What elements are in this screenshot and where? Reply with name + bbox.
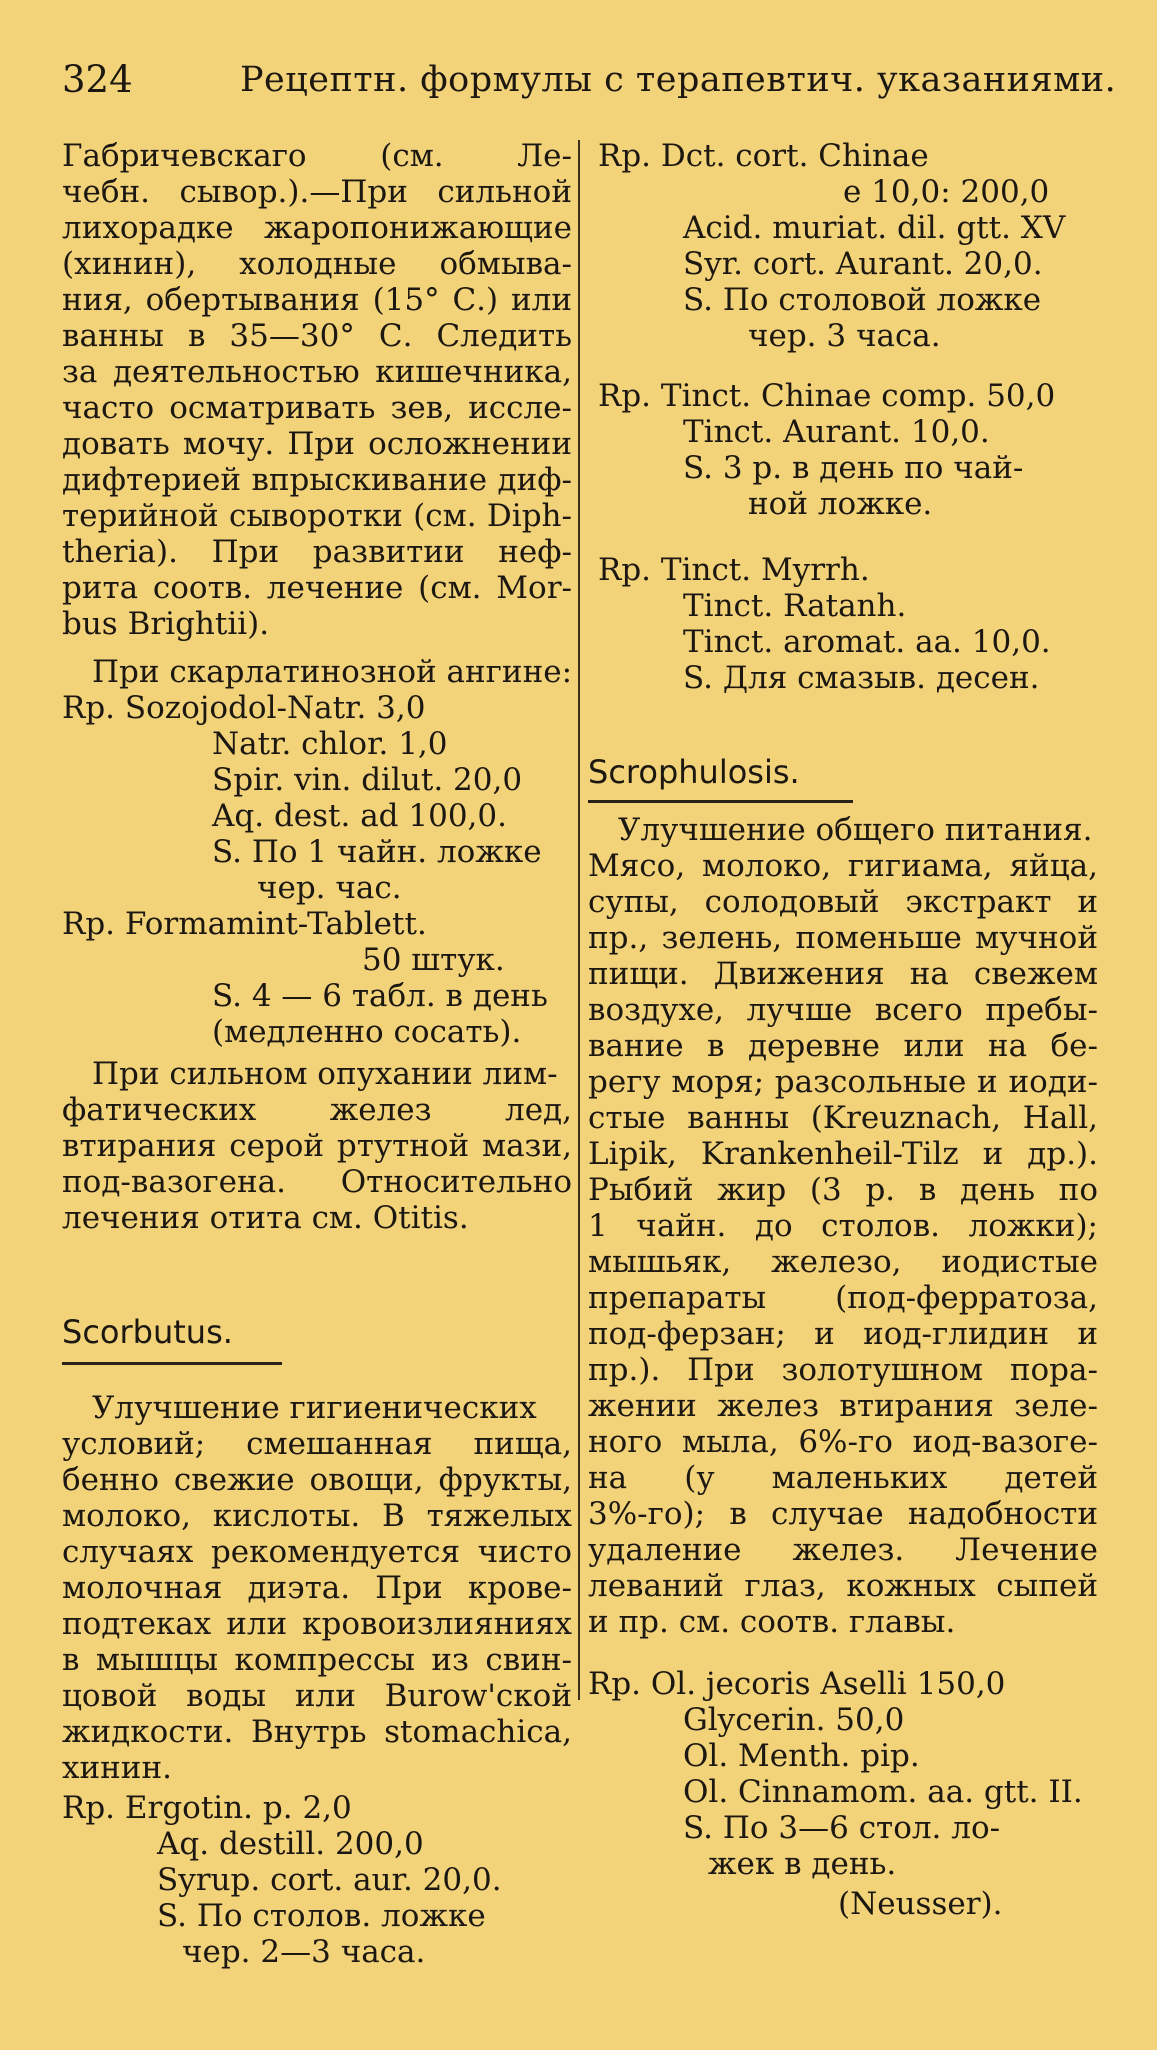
text-line: втирания серой ртутной мази,	[62, 1128, 572, 1164]
text-line: ванны в 35—30° С. Следить	[62, 318, 572, 354]
rx-line: Aq. destill. 200,0	[157, 1826, 424, 1862]
text-line: theria). При развитии неф-	[62, 534, 572, 570]
section-heading-scrophulosis: Scrophulosis.	[588, 753, 800, 791]
text-line: лечения отита см. Otitis.	[62, 1200, 469, 1236]
text-line: часто осматривать зев, иссле-	[62, 390, 572, 426]
rx-line: S. По столовой ложке	[683, 282, 1042, 318]
text-line: При сильном опухании лим-	[92, 1056, 558, 1092]
rx-line: e 10,0: 200,0	[843, 174, 1050, 210]
text-line: 3%-го); в случае надобности	[588, 1496, 1098, 1532]
rx-line: жек в день.	[708, 1846, 897, 1882]
rx-line: Aq. dest. ad 100,0.	[212, 798, 507, 834]
text-line: вание в деревне или на бе-	[588, 1028, 1098, 1064]
text-line: воздухе, лучше всего пребы-	[588, 992, 1098, 1028]
rx-line: Rp. Tinct. Myrrh.	[598, 552, 870, 588]
running-title: Рецептн. формулы с терапевтич. указаниями.	[240, 60, 1117, 100]
text-line: терийной сыворотки (см. Diph-	[62, 498, 572, 534]
text-line: условий; смешанная пища,	[62, 1426, 572, 1462]
heading-underline	[62, 1362, 282, 1365]
author-citation: (Neusser).	[838, 1886, 1003, 1922]
rx-line: Syrup. cort. aur. 20,0.	[157, 1862, 502, 1898]
text-line: жении желез втирания зеле-	[588, 1388, 1098, 1424]
text-line: довать мочу. При осложнении	[62, 426, 572, 462]
text-line: цовой воды или Burow'ской	[62, 1678, 572, 1714]
text-line: хинин.	[62, 1750, 172, 1786]
text-line: лихорадке жаропонижающие	[62, 210, 572, 246]
rx-line: Ol. Menth. pip.	[683, 1738, 920, 1774]
rx-line: Tinct. Aurant. 10,0.	[683, 414, 990, 450]
text-line: рита соотв. лечение (см. Mor-	[62, 570, 572, 606]
text-line: Габричевскаго (см. Ле-	[62, 138, 572, 174]
text-line: Улучшение общего питания.	[618, 812, 1093, 848]
rx-line: (медленно сосать).	[212, 1014, 522, 1050]
text-line: удаление желез. Лечение	[588, 1532, 1098, 1568]
text-line: пр., зелень, поменьше мучной	[588, 920, 1098, 956]
text-line: под-вазогена. Относительно	[62, 1164, 572, 1200]
text-line: молочная диэта. При крове-	[62, 1570, 572, 1606]
text-line: bus Brightii).	[62, 606, 270, 642]
text-line: ного мыла, 6%-го иод-вазоге-	[588, 1424, 1098, 1460]
text-line: Рыбий жир (3 р. в день по	[588, 1172, 1098, 1208]
text-line: за деятельностью кишечника,	[62, 354, 572, 390]
text-line: и пр. см. соотв. главы.	[588, 1604, 956, 1640]
rx-line: чер. час.	[257, 870, 402, 906]
text-line: бенно свежие овощи, фрукты,	[62, 1462, 572, 1498]
text-line: подтеках или кровоизлияниях	[62, 1606, 572, 1642]
text-line: ния, обертывания (15° С.) или	[62, 282, 572, 318]
rx-line: Rp. Dct. cort. Chinae	[598, 138, 929, 174]
rx-line: Rp. Ol. jecoris Aselli 150,0	[588, 1666, 1006, 1702]
heading-underline	[588, 800, 853, 803]
text-line: чебн. сывор.).—При сильной	[62, 174, 572, 210]
rx-line: S. По 1 чайн. ложке	[212, 834, 542, 870]
rx-line: Natr. chlor. 1,0	[212, 726, 448, 762]
text-line: фатических желез лед,	[62, 1092, 572, 1128]
rx-line: S. 4 — 6 табл. в день	[212, 978, 548, 1014]
rx-line: Tinct. aromat. aa. 10,0.	[683, 624, 1051, 660]
rx-line: 50 штук.	[362, 942, 505, 978]
text-line: (хинин), холодные обмыва-	[62, 246, 572, 282]
text-line: препараты (под-ферратоза,	[588, 1280, 1098, 1316]
text-line: пр.). При золотушном пора-	[588, 1352, 1098, 1388]
text-line: стые ванны (Kreuznach, Hall,	[588, 1100, 1098, 1136]
rx-line: S. 3 р. в день по чай-	[683, 450, 1024, 486]
text-line: пищи. Движения на свежем	[588, 956, 1098, 992]
page-number: 324	[62, 58, 133, 101]
page-header	[0, 58, 1157, 114]
rx-line: S. По 3—6 стол. ло-	[683, 1810, 1001, 1846]
rx-line: Spir. vin. dilut. 20,0	[212, 762, 523, 798]
text-line: жидкости. Внутрь stomachica,	[62, 1714, 572, 1750]
rx-line: S. Для смазыв. десен.	[683, 660, 1040, 696]
rx-line: Acid. muriat. dil. gtt. XV	[683, 210, 1066, 246]
rx-line: S. По столов. ложке	[157, 1898, 486, 1934]
text-line: мышьяк, железо, иодистые	[588, 1244, 1098, 1280]
rx-line: Rp. Tinct. Chinae comp. 50,0	[598, 378, 1056, 414]
text-line: Lipik, Krankenheil-Tilz и др.).	[588, 1136, 1098, 1172]
text-line: 1 чайн. до столов. ложки);	[588, 1208, 1098, 1244]
text-line: При скарлатинозной ангине:	[92, 654, 572, 690]
rx-line: Glycerin. 50,0	[683, 1702, 905, 1738]
rx-line: Rp. Formamint-Tablett.	[62, 906, 427, 942]
column-divider	[578, 140, 580, 1700]
rx-line: чер. 3 часа.	[748, 318, 941, 354]
rx-line: Rp. Ergotin. p. 2,0	[62, 1790, 352, 1826]
rx-line: Ol. Cinnamom. aa. gtt. II.	[683, 1774, 1083, 1810]
rx-line: чер. 2—3 часа.	[182, 1934, 426, 1970]
text-line: молоко, кислоты. В тяжелых	[62, 1498, 572, 1534]
text-line: регу моря; разсольные и иоди-	[588, 1064, 1098, 1100]
text-line: случаях рекомендуется чисто	[62, 1534, 572, 1570]
text-line: на (у маленьких детей	[588, 1460, 1098, 1496]
text-line: Мясо, молоко, гигиама, яйца,	[588, 848, 1098, 884]
rx-line: ной ложке.	[748, 486, 933, 522]
rx-line: Tinct. Ratanh.	[683, 588, 907, 624]
text-line: в мышцы компрессы из свин-	[62, 1642, 572, 1678]
text-line: дифтерией впрыскивание диф-	[62, 462, 572, 498]
rx-line: Rp. Sozojodol-Natr. 3,0	[62, 690, 426, 726]
rx-line: Syr. cort. Aurant. 20,0.	[683, 246, 1043, 282]
text-line: леваний глаз, кожных сыпей	[588, 1568, 1098, 1604]
text-line: под-ферзан; и иод-глидин и	[588, 1316, 1098, 1352]
text-line: супы, солодовый экстракт и	[588, 884, 1098, 920]
section-heading-scorbutus: Scorbutus.	[62, 1313, 233, 1351]
text-line: Улучшение гигиенических	[92, 1390, 537, 1426]
